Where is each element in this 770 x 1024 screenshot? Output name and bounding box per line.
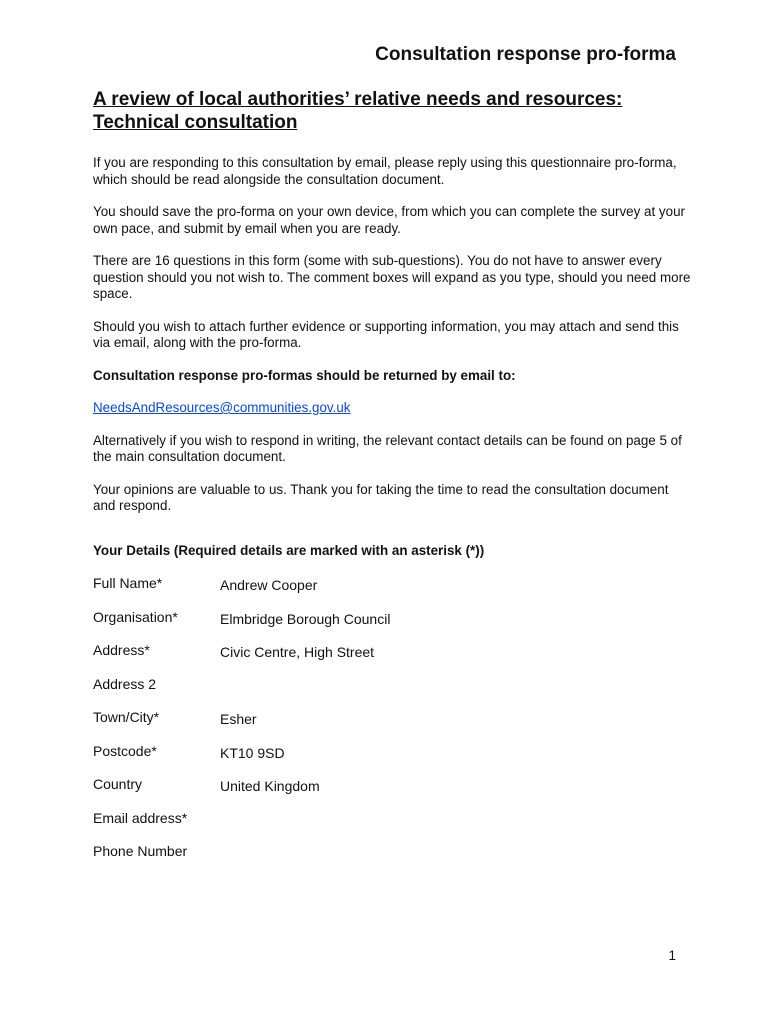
country-row <box>93 776 593 810</box>
address-field[interactable]: Civic Centre, High Street <box>220 644 375 660</box>
organisation-row <box>93 609 593 643</box>
document-title-line1: A review of local authorities’ relative needs and resources: <box>93 89 623 110</box>
phone-number-row <box>93 843 593 877</box>
town-city-field[interactable]: Esher <box>220 711 257 727</box>
address-2-label: Address 2 <box>93 675 157 692</box>
town-city-label: Town/City* <box>93 709 160 725</box>
intro-paragraph: Your opinions are valuable to us. Thank you for taking the time to read the consultation document and respond. <box>93 481 669 513</box>
phone-number-label: Phone Number <box>93 843 188 859</box>
postcode-row <box>93 743 593 777</box>
intro-paragraph: Alternatively if you wish to respond in writing, the relevant contact details can be found on page 5 of the main consultation document. <box>93 432 682 464</box>
address-row <box>93 642 593 676</box>
organisation-label: Organisation* <box>93 608 178 625</box>
details-form <box>93 575 593 877</box>
email-address-label: Email address* <box>93 809 188 826</box>
full-name-label: Full Name* <box>93 575 163 591</box>
full-name-field[interactable]: Andrew Cooper <box>220 577 318 593</box>
email-paragraph <box>93 400 693 417</box>
country-label: Country <box>93 776 143 792</box>
town-city-row <box>93 709 593 743</box>
country-field[interactable]: United Kingdom <box>220 778 320 794</box>
organisation-field[interactable]: Elmbridge Borough Council <box>220 610 391 627</box>
page-number: 1 <box>668 948 676 963</box>
postcode-label: Postcode* <box>93 742 157 759</box>
address-2-row <box>93 676 593 710</box>
intro-paragraph: Should you wish to attach further evidence or supporting information, you may attach and send this via email, along with the pro-forma. <box>93 318 679 350</box>
document-title-line2: Technical consultation <box>93 112 298 133</box>
intro-paragraph: You should save the pro-forma on your own device, from which you can complete the survey at your own pace, and submit by email when you are ready. <box>93 204 685 236</box>
intro-paragraph: There are 16 questions in this form (some with sub-questions). You do not have to answer every question should you not wish to. The comment boxes will expand as you type, should you need more space. <box>93 253 691 301</box>
email-address-row <box>93 810 593 844</box>
your-details-heading: Your Details (Required details are marked with an asterisk (*)) <box>93 543 485 558</box>
return-email-heading: Consultation response pro-formas should be returned by email to: <box>93 367 516 383</box>
email-link[interactable]: NeedsAndResources@communities.gov.uk <box>93 400 351 415</box>
document-title <box>93 88 693 134</box>
intro-paragraph: If you are responding to this consultation by email, please reply using this questionnaire pro-forma, which should be read alongside the consultation document. <box>93 155 677 187</box>
full-name-row <box>93 575 593 609</box>
address-label: Address* <box>93 642 150 658</box>
postcode-field[interactable]: KT10 9SD <box>220 744 285 761</box>
intro-section <box>93 155 693 531</box>
header-title: Consultation response pro-forma <box>375 44 676 65</box>
